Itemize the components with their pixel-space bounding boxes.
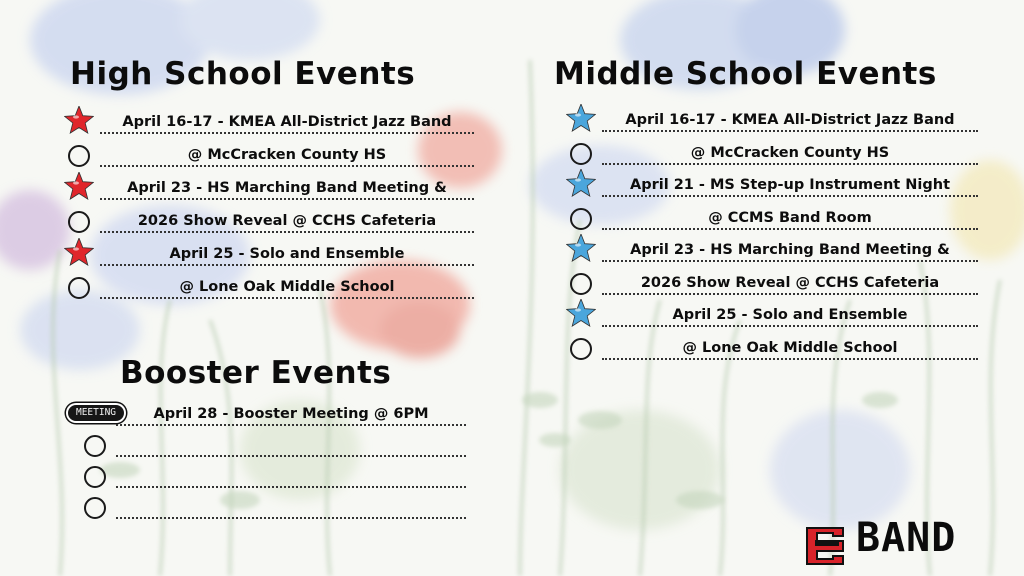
dotted-rule [100,297,474,299]
red-star-icon [64,106,94,136]
dotted-rule [116,486,466,488]
event-text: April 23 - HS Marching Band Meeting & [127,180,447,196]
event-row [64,172,474,202]
event-row [566,332,978,362]
cc-logo-mark [807,528,843,564]
circle-bullet-icon [570,143,592,165]
event-text: April 25 - Solo and Ensemble [169,246,405,262]
event-row [566,169,978,199]
circle-bullet-icon [68,277,90,299]
dotted-rule [100,132,474,134]
blue-star-icon [566,299,596,329]
event-text: April 16-17 - KMEA All-District Jazz Band [625,112,955,128]
band-wordmark: BAND [856,515,957,561]
circle-bullet-icon [84,435,106,457]
event-row [80,398,466,428]
event-text: April 21 - MS Step-up Instrument Night [629,177,951,193]
event-text: April 25 - Solo and Ensemble [672,307,908,323]
blue-star-icon [566,104,596,134]
high-school-title: High School Events [70,56,416,92]
event-row [80,429,466,459]
event-text: 2026 Show Reveal @ CCHS Cafeteria [137,213,437,229]
circle-bullet-icon [570,273,592,295]
booster-title: Booster Events [120,355,392,391]
event-text: 2026 Show Reveal @ CCHS Cafeteria [640,274,940,291]
dotted-rule [602,293,978,295]
meeting-badge-icon: MEETING [66,403,126,423]
dotted-rule [602,325,978,327]
dotted-rule [100,165,474,167]
red-star-icon [64,238,94,268]
blue-star-icon [566,234,596,264]
event-row [566,234,978,264]
event-row [80,460,466,490]
event-text: April 28 - Booster Meeting @ 6PM [153,406,429,422]
event-row [566,299,978,329]
event-row [566,137,978,167]
event-text: April 23 - HS Marching Band Meeting & [630,242,950,258]
circle-bullet-icon [84,466,106,488]
event-row [64,271,474,301]
event-text: @ Lone Oak Middle School [179,279,395,295]
middle-school-title: Middle School Events [554,56,937,92]
dotted-rule [100,198,474,200]
red-star-icon [64,172,94,202]
circle-bullet-icon [570,338,592,360]
event-text: @ Lone Oak Middle School [682,339,898,356]
event-text: April 16-17 - KMEA All-District Jazz Band [122,114,452,130]
dotted-rule [602,130,978,132]
event-row [64,238,474,268]
dotted-rule [602,228,978,230]
dotted-rule [602,358,978,360]
circle-bullet-icon [84,497,106,519]
event-text: @ McCracken County HS [690,144,890,161]
event-text: @ McCracken County HS [187,147,387,163]
event-row [566,104,978,134]
event-row [64,139,474,169]
event-row [64,205,474,235]
dotted-rule [100,264,474,266]
dotted-rule [116,424,466,426]
event-row [566,202,978,232]
dotted-rule [100,231,474,233]
blue-star-icon [566,169,596,199]
event-row [80,491,466,521]
event-text: @ CCMS Band Room [708,209,872,226]
circle-bullet-icon [570,208,592,230]
dotted-rule [116,517,466,519]
circle-bullet-icon [68,211,90,233]
event-row [566,267,978,297]
dotted-rule [602,195,978,197]
event-row [64,106,474,136]
dotted-rule [602,260,978,262]
dotted-rule [116,455,466,457]
circle-bullet-icon [68,145,90,167]
dotted-rule [602,163,978,165]
